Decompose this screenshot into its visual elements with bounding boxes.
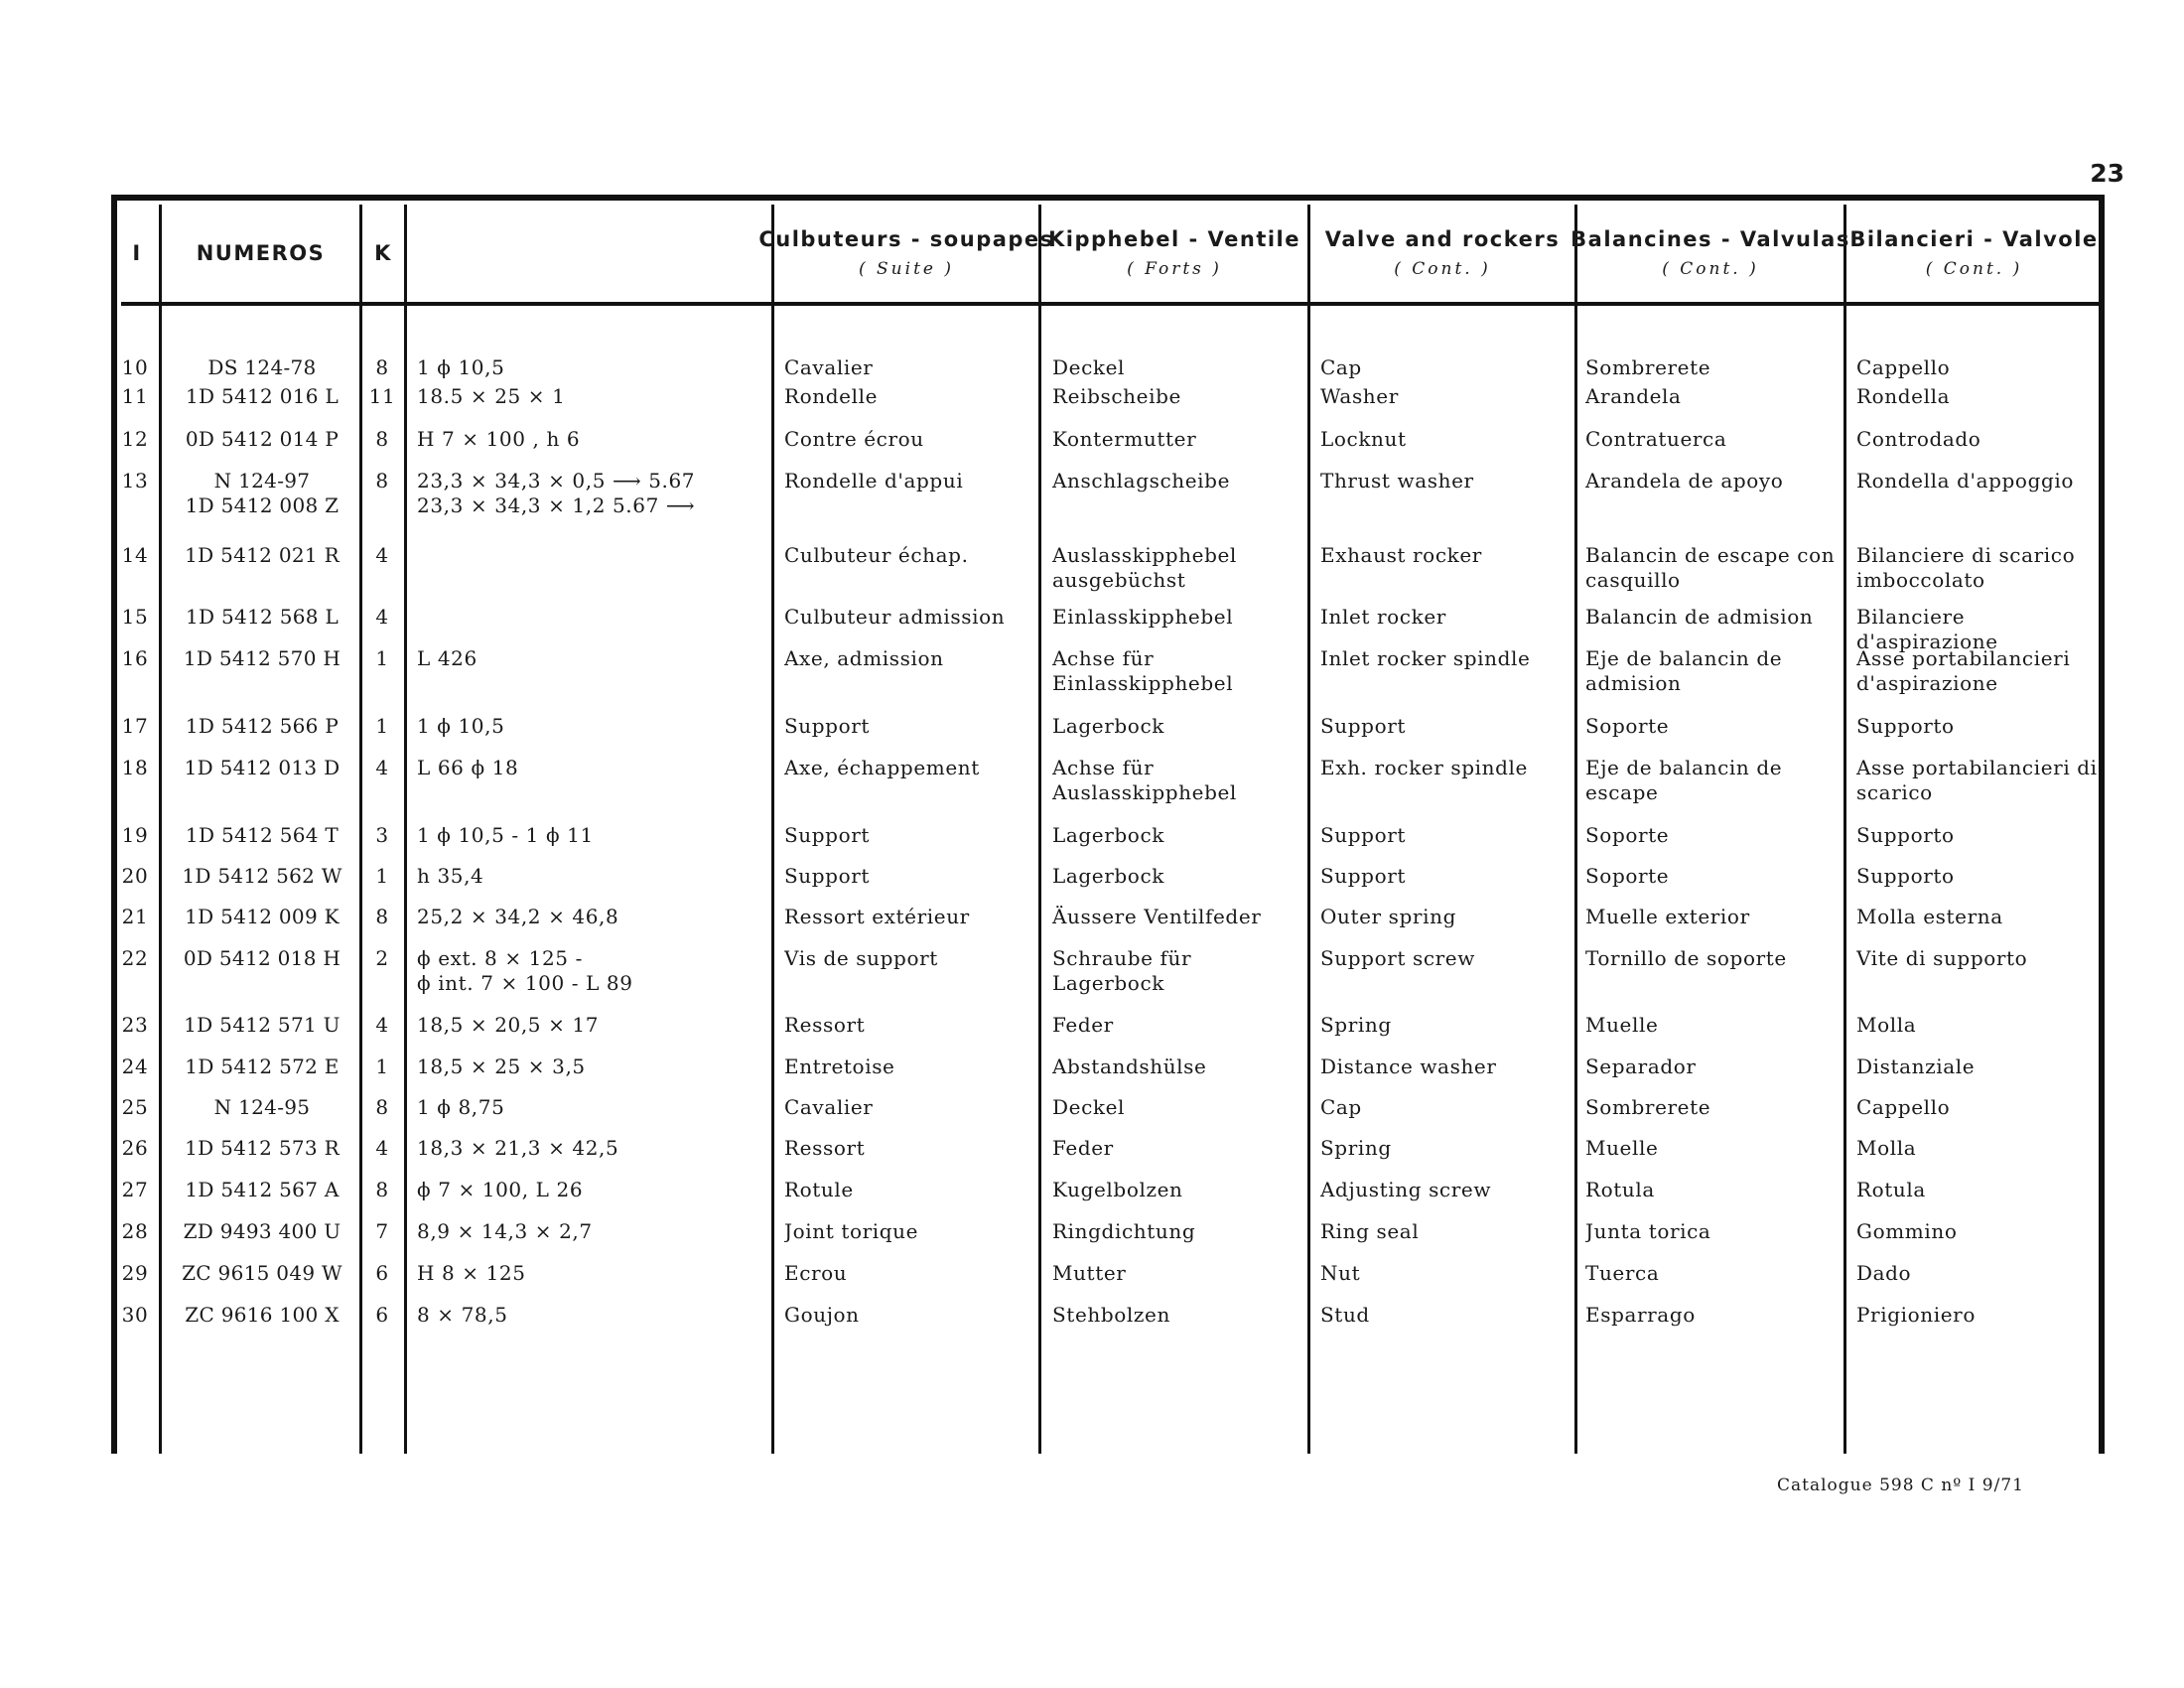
item-index-cell: 21 [121,905,149,928]
description-english-cell: Washer [1320,384,1399,408]
header-english-sub: ( Cont. ) [1394,259,1491,279]
item-index-cell: 27 [121,1178,149,1201]
description-french-cell: Support [784,864,871,888]
header-french-title: Culbuteurs - soupapes [758,227,1054,251]
dimensions-cell: 18,3 × 21,3 × 42,5 [417,1136,619,1160]
dimensions-cell: 1 ϕ 8,75 [417,1095,505,1119]
dimensions-cell: H 8 × 125 [417,1261,526,1285]
description-italian-cell: Asse portabilancieri d'aspirazione [1856,646,2071,695]
description-italian-cell: Asse portabilancieri di scarico [1856,756,2098,804]
header-numeros [162,204,359,303]
item-index-cell: 12 [121,427,149,451]
description-french-cell: Culbuteur échap. [784,543,969,567]
description-french-cell: Support [784,714,871,738]
part-number-cell: 1D 5412 021 R [185,543,340,567]
description-spanish-cell: Tornillo de soporte [1585,946,1787,970]
description-german-cell: Lagerbock [1052,864,1164,888]
header-spanish-title: Balancines - Valvulas [1570,227,1850,251]
description-french-cell: Contre écrou [784,427,924,451]
description-german-cell: Äussere Ventilfeder [1052,905,1262,928]
description-spanish-cell: Muelle [1585,1013,1659,1037]
quantity-cell: 4 [375,756,389,779]
description-french-cell: Axe, admission [784,646,944,670]
header-spanish-sub: ( Cont. ) [1662,259,1759,279]
description-spanish-cell: Soporte [1585,714,1670,738]
description-english-cell: Support screw [1320,946,1475,970]
description-english-cell: Ring seal [1320,1219,1420,1243]
description-spanish-cell: Junta torica [1585,1219,1711,1243]
description-english-cell: Spring [1320,1013,1392,1037]
quantity-cell: 3 [375,823,389,847]
description-german-cell: Feder [1052,1013,1114,1037]
description-spanish-cell: Sombrerete [1585,1095,1711,1119]
header-italian-title: Bilancieri - Valvole [1849,227,2099,251]
header-i-label: I [132,241,142,265]
description-italian-cell: Vite di supporto [1856,946,2028,970]
column-divider [1038,205,1041,1454]
part-number-cell: ZC 9615 049 W [182,1261,342,1285]
description-italian-cell: Rotula [1856,1178,1926,1201]
description-spanish-cell: Muelle exterior [1585,905,1750,928]
description-spanish-cell: Soporte [1585,864,1670,888]
catalogue-footer: Catalogue 598 C nº I 9/71 [1777,1476,2024,1495]
description-spanish-cell: Separador [1585,1055,1697,1078]
dimensions-cell: 23,3 × 34,3 × 0,5 ⟶ 5.67 23,3 × 34,3 × 1,2 5.67 ⟶ [417,469,696,517]
part-number-cell: ZC 9616 100 X [185,1303,340,1327]
dimensions-cell: h 35,4 [417,864,484,888]
item-index-cell: 28 [121,1219,149,1243]
description-german-cell: Anschlagscheibe [1052,469,1231,492]
dimensions-cell: 8,9 × 14,3 × 2,7 [417,1219,593,1243]
dimensions-cell: 1 ϕ 10,5 [417,355,505,379]
quantity-cell: 8 [375,905,389,928]
header-german-sub: ( Forts ) [1127,259,1222,279]
description-english-cell: Support [1320,864,1407,888]
description-french-cell: Cavalier [784,355,874,379]
description-german-cell: Einlasskipphebel [1052,605,1234,629]
description-german-cell: Schraube für Lagerbock [1052,946,1192,995]
description-italian-cell: Supporto [1856,864,1955,888]
description-spanish-cell: Contratuerca [1585,427,1727,451]
dimensions-cell: L 66 ϕ 18 [417,756,519,779]
quantity-cell: 1 [375,864,389,888]
dimensions-cell: 25,2 × 34,2 × 46,8 [417,905,619,928]
header-spanish [1570,204,1850,303]
quantity-cell: 11 [368,384,396,408]
dimensions-cell: ϕ ext. 8 × 125 - ϕ int. 7 × 100 - L 89 [417,946,633,995]
description-italian-cell: Gommino [1856,1219,1958,1243]
header-german [1041,204,1307,303]
part-number-cell: 0D 5412 014 P [185,427,340,451]
item-index-cell: 11 [121,384,149,408]
item-index-cell: 14 [121,543,149,567]
part-number-cell: 1D 5412 013 D [184,756,341,779]
part-number-cell: 0D 5412 018 H [183,946,341,970]
item-index-cell: 13 [121,469,149,492]
description-french-cell: Ressort [784,1013,866,1037]
description-german-cell: Mutter [1052,1261,1127,1285]
header-french [758,204,1054,303]
description-english-cell: Support [1320,823,1407,847]
description-german-cell: Kugelbolzen [1052,1178,1183,1201]
quantity-cell: 8 [375,1178,389,1201]
dimensions-cell: 18.5 × 25 × 1 [417,384,566,408]
description-english-cell: Support [1320,714,1407,738]
quantity-cell: 7 [375,1219,389,1243]
description-italian-cell: Cappello [1856,1095,1951,1119]
header-i [115,204,159,303]
dimensions-cell: 1 ϕ 10,5 [417,714,505,738]
dimensions-cell: 18,5 × 20,5 × 17 [417,1013,600,1037]
description-german-cell: Deckel [1052,355,1126,379]
part-number-cell: N 124-97 1D 5412 008 Z [185,469,340,517]
description-spanish-cell: Muelle [1585,1136,1659,1160]
quantity-cell: 1 [375,1055,389,1078]
description-spanish-cell: Arandela de apoyo [1585,469,1784,492]
part-number-cell: 1D 5412 571 U [184,1013,341,1037]
description-german-cell: Achse für Auslasskipphebel [1052,756,1237,804]
description-english-cell: Inlet rocker spindle [1320,646,1531,670]
description-italian-cell: Molla [1856,1013,1917,1037]
description-english-cell: Thrust washer [1320,469,1474,492]
item-index-cell: 20 [121,864,149,888]
quantity-cell: 8 [375,355,389,379]
description-spanish-cell: Esparrago [1585,1303,1696,1327]
dimensions-cell: 18,5 × 25 × 3,5 [417,1055,586,1078]
description-english-cell: Adjusting screw [1320,1178,1492,1201]
description-spanish-cell: Tuerca [1585,1261,1660,1285]
description-italian-cell: Bilanciere di scarico imboccolato [1856,543,2076,592]
part-number-cell: 1D 5412 568 L [185,605,340,629]
dimensions-cell: 1 ϕ 10,5 - 1 ϕ 11 [417,823,594,847]
description-german-cell: Achse für Einlasskipphebel [1052,646,1234,695]
description-french-cell: Goujon [784,1303,860,1327]
description-english-cell: Exhaust rocker [1320,543,1482,567]
column-divider [159,205,162,1454]
description-german-cell: Stehbolzen [1052,1303,1170,1327]
description-german-cell: Reibscheibe [1052,384,1181,408]
item-index-cell: 29 [121,1261,149,1285]
column-divider [1307,205,1310,1454]
header-italian [1846,204,2102,303]
description-italian-cell: Molla [1856,1136,1917,1160]
description-italian-cell: Supporto [1856,823,1955,847]
description-french-cell: Rotule [784,1178,854,1201]
quantity-cell: 2 [375,946,389,970]
description-italian-cell: Prigioniero [1856,1303,1976,1327]
description-spanish-cell: Soporte [1585,823,1670,847]
description-german-cell: Lagerbock [1052,823,1164,847]
part-number-cell: 1D 5412 564 T [185,823,340,847]
description-french-cell: Rondelle d'appui [784,469,964,492]
description-german-cell: Auslasskipphebel ausgebüchst [1052,543,1237,592]
header-german-title: Kipphebel - Ventile [1047,227,1300,251]
item-index-cell: 24 [121,1055,149,1078]
description-french-cell: Ressort [784,1136,866,1160]
description-german-cell: Feder [1052,1136,1114,1160]
part-number-cell: 1D 5412 573 R [185,1136,340,1160]
description-italian-cell: Rondella d'appoggio [1856,469,2075,492]
description-german-cell: Abstandshülse [1052,1055,1207,1078]
dimensions-cell: 8 × 78,5 [417,1303,508,1327]
column-divider [1574,205,1577,1454]
description-english-cell: Nut [1320,1261,1361,1285]
description-italian-cell: Distanziale [1856,1055,1976,1078]
quantity-cell: 6 [375,1303,389,1327]
quantity-cell: 4 [375,1013,389,1037]
description-spanish-cell: Arandela [1585,384,1682,408]
part-number-cell: N 124-95 [213,1095,311,1119]
description-italian-cell: Supporto [1856,714,1955,738]
description-english-cell: Distance washer [1320,1055,1497,1078]
column-divider [404,205,407,1454]
dimensions-cell: ϕ 7 × 100, L 26 [417,1178,584,1201]
description-french-cell: Rondelle [784,384,879,408]
description-french-cell: Ecrou [784,1261,848,1285]
description-italian-cell: Controdado [1856,427,1981,451]
description-english-cell: Inlet rocker [1320,605,1446,629]
item-index-cell: 25 [121,1095,149,1119]
description-spanish-cell: Balancin de admision [1585,605,1814,629]
description-french-cell: Cavalier [784,1095,874,1119]
description-spanish-cell: Balancin de escape con casquillo [1585,543,1836,592]
quantity-cell: 1 [375,646,389,670]
column-divider [771,205,774,1454]
description-french-cell: Ressort extérieur [784,905,970,928]
description-english-cell: Stud [1320,1303,1370,1327]
part-number-cell: 1D 5412 009 K [185,905,340,928]
header-k-label: K [374,241,392,265]
description-english-cell: Outer spring [1320,905,1456,928]
item-index-cell: 19 [121,823,149,847]
item-index-cell: 17 [121,714,149,738]
part-number-cell: 1D 5412 570 H [183,646,341,670]
description-english-cell: Exh. rocker spindle [1320,756,1528,779]
item-index-cell: 18 [121,756,149,779]
quantity-cell: 8 [375,1095,389,1119]
item-index-cell: 30 [121,1303,149,1327]
description-german-cell: Lagerbock [1052,714,1164,738]
item-index-cell: 10 [121,355,149,379]
header-french-sub: ( Suite ) [859,259,954,279]
description-spanish-cell: Eje de balancin de escape [1585,756,1783,804]
part-number-cell: 1D 5412 567 A [185,1178,340,1201]
dimensions-cell: H 7 × 100 , h 6 [417,427,581,451]
part-number-cell: 1D 5412 572 E [185,1055,340,1078]
description-french-cell: Culbuteur admission [784,605,1006,629]
quantity-cell: 4 [375,1136,389,1160]
description-french-cell: Entretoise [784,1055,895,1078]
quantity-cell: 8 [375,469,389,492]
description-french-cell: Joint torique [784,1219,919,1243]
part-number-cell: DS 124-78 [207,355,317,379]
description-english-cell: Spring [1320,1136,1392,1160]
quantity-cell: 8 [375,427,389,451]
quantity-cell: 1 [375,714,389,738]
header-english-title: Valve and rockers [1324,227,1561,251]
part-number-cell: ZD 9493 400 U [183,1219,341,1243]
description-italian-cell: Molla esterna [1856,905,2003,928]
quantity-cell: 4 [375,605,389,629]
quantity-cell: 6 [375,1261,389,1285]
item-index-cell: 26 [121,1136,149,1160]
description-spanish-cell: Eje de balancin de admision [1585,646,1783,695]
description-english-cell: Cap [1320,355,1362,379]
description-german-cell: Kontermutter [1052,427,1197,451]
page-number: 23 [2090,159,2124,188]
description-italian-cell: Dado [1856,1261,1912,1285]
description-italian-cell: Rondella [1856,384,1951,408]
description-italian-cell: Bilanciere d'aspirazione [1856,605,1998,653]
description-german-cell: Deckel [1052,1095,1126,1119]
column-divider [1843,205,1846,1454]
item-index-cell: 22 [121,946,149,970]
dimensions-cell: L 426 [417,646,478,670]
description-english-cell: Cap [1320,1095,1362,1119]
description-french-cell: Axe, échappement [784,756,980,779]
description-french-cell: Support [784,823,871,847]
description-english-cell: Locknut [1320,427,1407,451]
item-index-cell: 16 [121,646,149,670]
description-german-cell: Ringdichtung [1052,1219,1196,1243]
description-spanish-cell: Rotula [1585,1178,1655,1201]
description-french-cell: Vis de support [784,946,938,970]
part-number-cell: 1D 5412 562 W [182,864,342,888]
item-index-cell: 15 [121,605,149,629]
part-number-cell: 1D 5412 566 P [185,714,340,738]
quantity-cell: 4 [375,543,389,567]
header-italian-sub: ( Cont. ) [1925,259,2023,279]
description-italian-cell: Cappello [1856,355,1951,379]
header-numeros-label: NUMEROS [196,241,326,265]
description-spanish-cell: Sombrerete [1585,355,1711,379]
header-english [1310,204,1574,303]
item-index-cell: 23 [121,1013,149,1037]
part-number-cell: 1D 5412 016 L [185,384,340,408]
header-k [362,204,404,303]
